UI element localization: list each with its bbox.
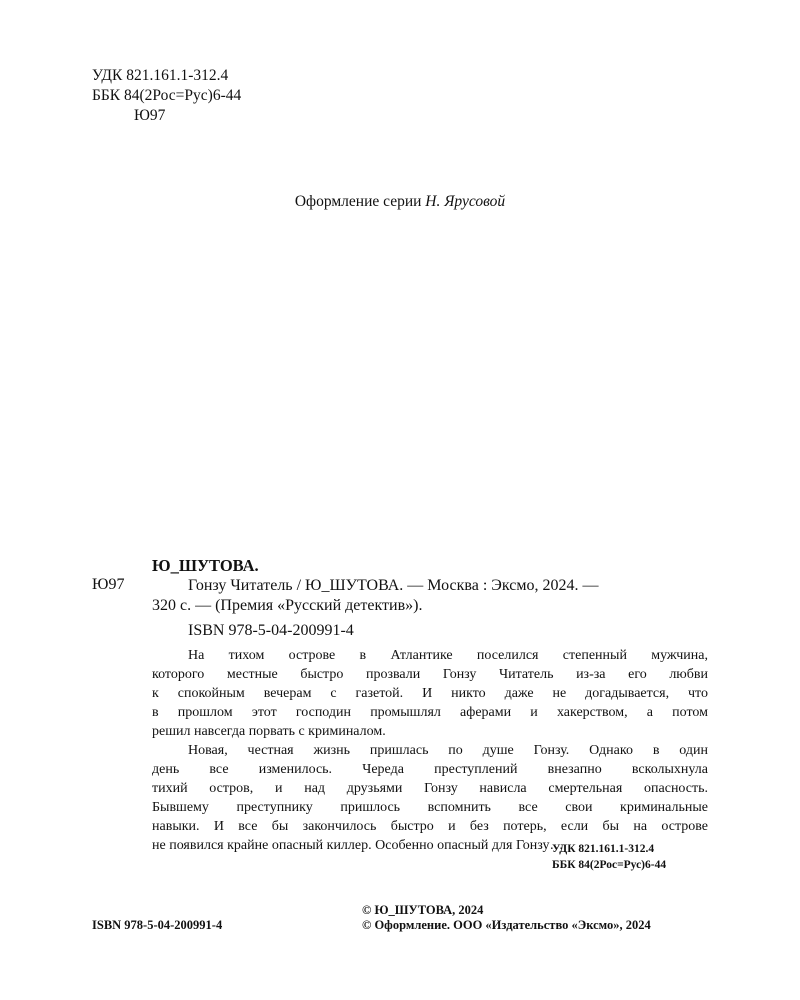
annotation-line: в прошлом этот господин промышлял аферами и хакерством, а потом: [152, 705, 708, 720]
bbk-code: ББК 84(2Рос=Рус)6-44: [92, 87, 242, 104]
annotation-line: тихий остров, и над друзьями Гонзу нависла смертельная опасность.: [152, 781, 708, 796]
bibliographic-line-2: 320 с. — (Премия «Русский детектив»).: [152, 597, 423, 614]
annotation-line: На тихом острове в Атлантике поселился степенный мужчина,: [188, 648, 708, 663]
annotation-line: Новая, честная жизнь пришлась по душе Гонзу. Однако в один: [188, 743, 708, 758]
annotation-line: Бывшему преступнику пришлось вспомнить все свои криминальные: [152, 800, 708, 815]
record-author: Ю_ШУТОВА.: [152, 556, 259, 575]
author-sign-code: Ю97: [134, 107, 166, 124]
bibliographic-line-1: Гонзу Читатель / Ю_ШУТОВА. — Москва : Эксмо, 2024. —: [188, 577, 599, 594]
series-design-credit: [0, 193, 800, 211]
udk-code: УДК 821.161.1-312.4: [92, 67, 229, 84]
annotation-line: не появился крайне опасный киллер. Особенно опасный для Гонзу…: [152, 838, 564, 853]
series-designer-name: Н. Ярусовой: [425, 193, 506, 210]
annotation: [152, 646, 708, 855]
annotation-line: навыки. И все бы закончилось быстро и без потерь, если бы на острове: [152, 819, 708, 834]
udk-code-bold: УДК 821.161.1-312.4: [552, 843, 655, 855]
record-code: Ю97: [92, 576, 125, 593]
annotation-line: которого местные быстро прозвали Гонзу Читатель из-за его любви: [152, 667, 708, 682]
annotation-paragraph-2: [152, 741, 708, 855]
annotation-paragraph-1: [152, 646, 708, 741]
footer-isbn: ISBN 978-5-04-200991-4: [92, 918, 223, 932]
series-credit-prefix: Оформление серии: [294, 193, 426, 210]
copyright-design: © Оформление. ООО «Издательство «Эксмо», 2024: [362, 918, 651, 932]
annotation-line: день все изменилось. Череда преступлений внезапно всколыхнула: [152, 762, 708, 777]
copyright-author: © Ю_ШУТОВА, 2024: [362, 903, 484, 917]
annotation-line: к спокойным вечерам с газетой. И никто даже не догадывается, что: [152, 686, 708, 701]
bibliographic-description: [152, 576, 718, 616]
bbk-code-bold: ББК 84(2Рос=Рус)6-44: [552, 859, 667, 871]
record-isbn: ISBN 978-5-04-200991-4: [188, 622, 354, 639]
annotation-line: решил навсегда порвать с криминалом.: [152, 724, 386, 739]
